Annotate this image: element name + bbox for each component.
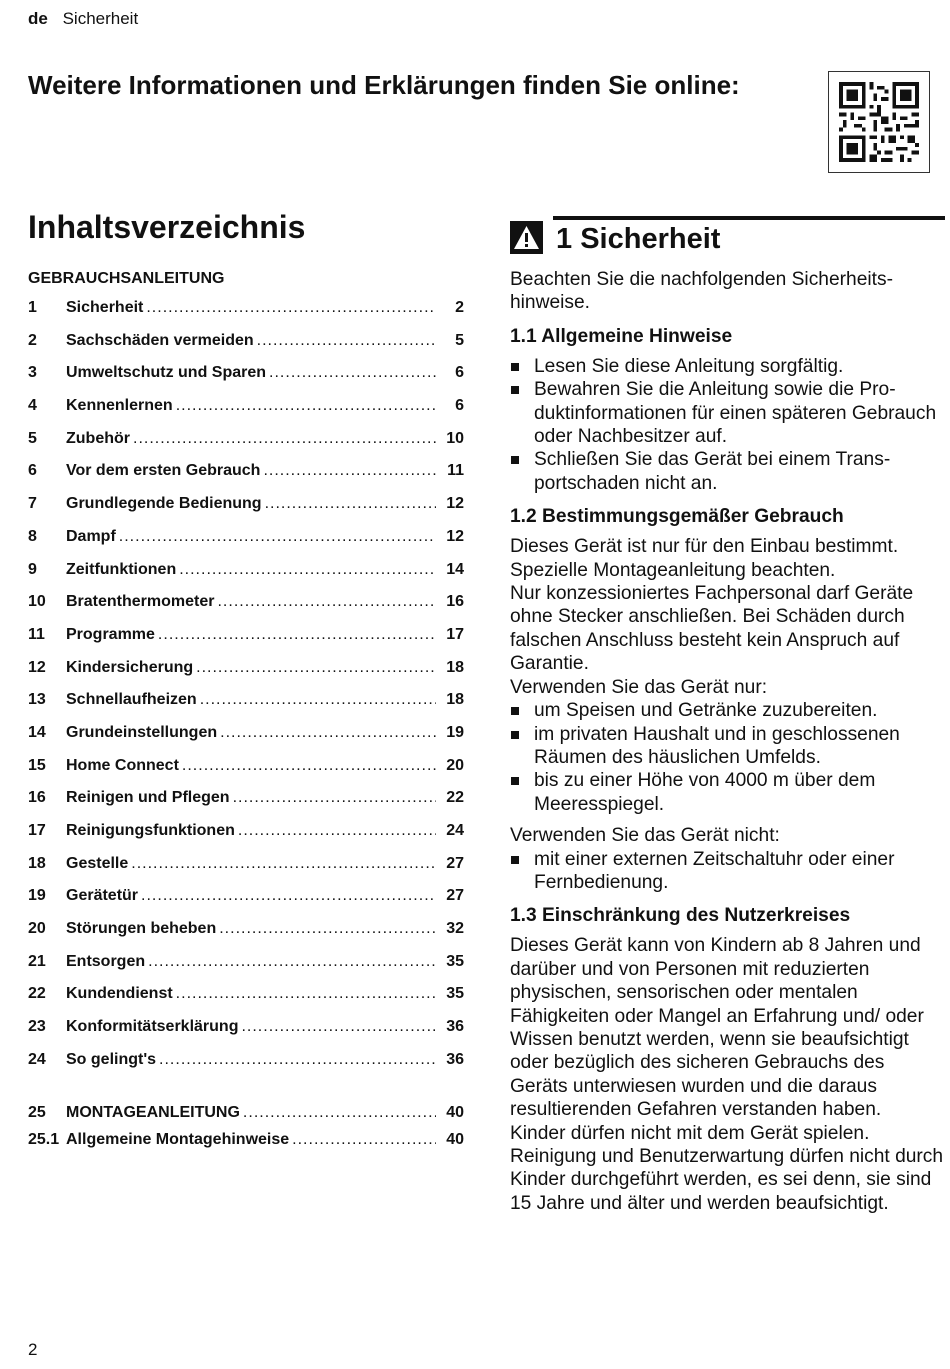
toc-entry[interactable] <box>28 659 464 692</box>
toc-entry[interactable] <box>28 364 464 397</box>
toc-leader-dots <box>243 1104 436 1122</box>
toc-entry-page: 36 <box>446 1018 464 1036</box>
toc-list <box>28 299 464 1084</box>
list-item-text: Bewahren Sie die Anleitung sowie die Produktinformationen für einen späteren Gebrauch oder Nachbesitzer auf. <box>534 379 937 448</box>
list-item-text: im privaten Haushalt und in geschlossenen Räumen des häuslichen Umfelds. <box>534 723 900 768</box>
toc-leader-dots <box>238 822 436 840</box>
toc-entry-label: Home Connect <box>66 756 179 774</box>
language-code: de <box>28 9 48 28</box>
toc-leader-dots <box>141 887 436 905</box>
prohibited-use-list <box>510 848 945 895</box>
toc-entry-page: 12 <box>446 495 464 513</box>
toc-entry-number: 15 <box>28 756 46 774</box>
toc-entry-label: Entsorgen <box>66 952 146 970</box>
toc-entry-label: Kindersicherung <box>66 658 194 676</box>
toc-leader-dots <box>159 1051 436 1069</box>
toc-entry-page: 10 <box>446 429 464 447</box>
toc-entry-label: Umweltschutz und Sparen <box>66 364 267 382</box>
intended-use-p3: Verwenden Sie das Gerät nur: <box>510 676 768 698</box>
toc-entry-label: Sicherheit <box>66 299 144 316</box>
bullet-icon <box>511 456 519 464</box>
section-number: 1 <box>556 223 573 255</box>
toc-entry-page: 6 <box>455 364 464 382</box>
toc-entry-page: 14 <box>446 560 464 578</box>
toc-entry[interactable] <box>28 626 464 659</box>
toc-entry-page: 36 <box>446 1050 464 1068</box>
toc-entry-page: 20 <box>446 756 464 774</box>
toc-entry-label: Kundendienst <box>66 985 173 1003</box>
toc-entry[interactable] <box>28 462 464 495</box>
toc-entry-label: Vor dem ersten Gebrauch <box>66 462 261 480</box>
qr-code-icon[interactable] <box>828 71 930 173</box>
bullet-icon <box>511 777 519 785</box>
toc-entry[interactable] <box>28 1104 464 1131</box>
toc-entry[interactable] <box>28 1051 464 1084</box>
list-item-text: mit einer externen Zeitschaltuhr oder einer Fernbedienung. <box>534 848 895 893</box>
toc-leader-dots <box>176 397 436 415</box>
toc-entry[interactable] <box>28 528 464 561</box>
toc-leader-dots <box>179 561 436 579</box>
toc-entry-number: 24 <box>28 1050 46 1068</box>
toc-entry-number: 8 <box>28 527 37 545</box>
toc-entry-number: 20 <box>28 920 46 938</box>
toc-entry-number: 18 <box>28 854 46 872</box>
toc-entry-number: 21 <box>28 952 46 970</box>
toc-entry[interactable] <box>28 920 464 953</box>
intended-use-p4: Verwenden Sie das Gerät nicht: <box>510 825 780 847</box>
toc-entry-label: MONTAGEANLEITUNG <box>66 1104 240 1121</box>
toc-entry-label: So gelingt's <box>66 1050 157 1068</box>
toc-entry-number: 7 <box>28 495 37 513</box>
toc-entry-number: 12 <box>28 658 46 676</box>
toc-entry-number: 2 <box>28 331 37 349</box>
toc-leader-dots <box>220 724 436 742</box>
list-item <box>510 355 945 378</box>
toc-entry-label: Bratenthermometer <box>66 593 215 611</box>
toc-leader-dots <box>217 593 436 611</box>
toc-entry[interactable] <box>28 430 464 463</box>
toc-entry-page: 40 <box>446 1104 464 1121</box>
toc-entry-number: 25.1 <box>28 1131 60 1148</box>
toc-entry[interactable] <box>28 822 464 855</box>
section-heading <box>556 223 720 256</box>
toc-entry-page: 32 <box>446 920 464 938</box>
toc-entry-label: Schnellaufheizen <box>66 691 197 709</box>
toc-leader-dots <box>196 659 436 677</box>
toc-entry-page: 18 <box>446 658 464 676</box>
toc-entry-page: 2 <box>455 299 464 316</box>
bullet-icon <box>511 363 519 371</box>
toc-entry-label: Programme <box>66 625 155 643</box>
list-item-text: Schließen Sie das Gerät bei einem Transportschaden nicht an. <box>534 449 891 494</box>
toc-entry-number: 10 <box>28 593 46 611</box>
toc-leader-dots <box>158 626 436 644</box>
toc-entry-label: Dampf <box>66 527 116 545</box>
qr-code-graphic <box>839 82 919 162</box>
toc-entry-number: 11 <box>28 625 45 643</box>
toc-entry-page: 27 <box>446 887 464 905</box>
toc-entry-number: 9 <box>28 560 37 578</box>
toc-leader-dots <box>241 1018 436 1036</box>
toc-entry-page: 27 <box>446 854 464 872</box>
toc-entry-number: 5 <box>28 429 37 447</box>
toc-leader-dots <box>269 364 436 382</box>
toc-entry-number: 22 <box>28 985 46 1003</box>
toc-list-assembly <box>28 1104 464 1158</box>
toc-entry-page: 16 <box>446 593 464 611</box>
toc-entry[interactable] <box>28 299 464 332</box>
toc-entry[interactable] <box>28 332 464 365</box>
toc-leader-dots <box>200 691 436 709</box>
subsection-heading-1-1: 1.1 Allgemeine Hinweise <box>510 325 733 347</box>
toc-entry[interactable] <box>28 855 464 888</box>
toc-leader-dots <box>257 332 436 350</box>
toc-leader-dots <box>265 495 436 513</box>
toc-entry-number: 14 <box>28 723 46 741</box>
header-section: Sicherheit <box>62 9 139 28</box>
toc-entry[interactable] <box>28 1018 464 1051</box>
list-item <box>510 723 945 770</box>
toc-entry[interactable] <box>28 1131 464 1158</box>
toc-entry-number: 6 <box>28 462 37 480</box>
toc-entry-page: 5 <box>455 331 464 349</box>
toc-entry-number: 13 <box>28 691 46 709</box>
toc-entry-label: Allgemeine Montagehinweise <box>66 1131 290 1148</box>
running-header <box>28 9 138 29</box>
toc-entry-page: 22 <box>446 789 464 807</box>
toc-entry-label: Störungen beheben <box>66 920 217 938</box>
toc-leader-dots <box>233 789 436 807</box>
list-item-text: Lesen Sie diese Anleitung sorgfältig. <box>534 355 844 377</box>
toc-leader-dots <box>219 920 436 938</box>
intended-use-p2: Nur konzessioniertes Fachpersonal darf Geräte ohne Stecker anschließen. Bei Schäden durch falschen Anschluss besteht kein Anspruch auf Garantie. <box>510 583 914 675</box>
toc-entry-label: Grundeinstellungen <box>66 723 218 741</box>
toc-leader-dots <box>133 430 436 448</box>
list-item <box>510 848 945 895</box>
toc-entry[interactable] <box>28 985 464 1018</box>
toc-entry[interactable] <box>28 561 464 594</box>
list-item-text: bis zu einer Höhe von 4000 m über dem Meeresspiegel. <box>534 770 876 815</box>
toc-leader-dots <box>148 953 436 971</box>
toc-entry-label: Kennenlernen <box>66 397 173 415</box>
toc-leader-dots <box>176 985 436 1003</box>
toc-entry-page: 19 <box>446 723 464 741</box>
toc-entry[interactable] <box>28 397 464 430</box>
general-notes-list <box>510 355 945 495</box>
bullet-icon <box>511 731 519 739</box>
toc-entry-page: 24 <box>446 822 464 839</box>
toc-entry-label: Reinigen und Pflegen <box>66 789 230 807</box>
bullet-icon <box>511 386 519 394</box>
list-item <box>510 448 945 495</box>
toc-leader-dots <box>182 757 436 775</box>
toc-entry-number: 19 <box>28 887 46 905</box>
toc-entry-number: 3 <box>28 364 37 382</box>
list-item <box>510 769 945 816</box>
toc-entry-page: 35 <box>446 985 464 1003</box>
toc-leader-dots <box>119 528 436 546</box>
toc-entry-label: Reinigungsfunktionen <box>66 822 235 839</box>
toc-entry[interactable] <box>28 789 464 822</box>
toc-entry-number: 25 <box>28 1104 46 1121</box>
intended-use-p1: Dieses Gerät ist nur für den Einbau bestimmt. Spezielle Montageanleitung beachten. <box>510 536 899 581</box>
toc-title: Inhaltsverzeichnis <box>28 209 306 245</box>
user-restriction-p2: Kinder dürfen nicht mit dem Gerät spielen. <box>510 1122 870 1144</box>
toc-entry-number: 1 <box>28 299 37 316</box>
warning-triangle-icon <box>510 221 543 254</box>
toc-entry-page: 17 <box>446 625 464 643</box>
intended-use-list <box>510 699 945 816</box>
toc-entry-page: 11 <box>447 462 464 480</box>
toc-entry-label: Zubehör <box>66 429 130 447</box>
user-restriction-p3: Reinigung und Benutzerwartung dürfen nicht durch Kinder durchgeführt werden, es sei denn, sie sind 15 Jahre und älter und werden beaufsichtigt. <box>510 1146 944 1214</box>
toc-entry[interactable] <box>28 953 464 986</box>
subsection-heading-1-2: 1.2 Bestimmungsgemäßer Gebrauch <box>510 506 844 528</box>
list-item <box>510 378 945 448</box>
safety-intro: Beachten Sie die nachfolgenden Sicherheitshinweise. <box>510 269 893 314</box>
online-info-heading: Weitere Informationen und Erklärungen finden Sie online: <box>28 70 740 100</box>
toc-entry[interactable] <box>28 593 464 626</box>
subsection-heading-1-3: 1.3 Einschränkung des Nutzerkreises <box>510 905 851 927</box>
bullet-icon <box>511 856 519 864</box>
toc-entry[interactable] <box>28 495 464 528</box>
toc-entry-label: Konformitätserklärung <box>66 1018 239 1036</box>
toc-entry-number: 16 <box>28 789 46 807</box>
toc-entry-number: 23 <box>28 1018 46 1036</box>
toc-entry-label: Gerätetür <box>66 887 139 905</box>
toc-leader-dots <box>263 462 436 480</box>
toc-entry[interactable] <box>28 757 464 790</box>
toc-entry-label: Zeitfunktionen <box>66 560 177 578</box>
toc-entry-page: 35 <box>446 952 464 970</box>
toc-subtitle: GEBRAUCHSANLEITUNG <box>28 270 225 287</box>
toc-entry-page: 6 <box>455 397 464 415</box>
toc-entry[interactable] <box>28 691 464 724</box>
toc-entry[interactable] <box>28 724 464 757</box>
toc-leader-dots <box>292 1131 436 1149</box>
page-number: 2 <box>28 1340 38 1359</box>
toc-leader-dots <box>131 855 436 873</box>
section-rule <box>553 216 945 220</box>
bullet-icon <box>511 707 519 715</box>
toc-leader-dots <box>146 299 436 317</box>
toc-entry[interactable] <box>28 887 464 920</box>
list-item <box>510 699 945 722</box>
list-item-text: um Speisen und Getränke zuzubereiten. <box>534 700 878 722</box>
toc-entry-number: 17 <box>28 822 46 839</box>
toc-entry-page: 40 <box>446 1131 464 1148</box>
section-title: Sicherheit <box>580 223 721 255</box>
toc-entry-label: Sachschäden vermeiden <box>66 331 254 349</box>
safety-body <box>510 268 945 1215</box>
toc-entry-label: Gestelle <box>66 854 129 872</box>
toc-entry-page: 12 <box>446 527 464 545</box>
toc-entry-page: 18 <box>446 691 464 709</box>
toc-entry-number: 4 <box>28 397 37 415</box>
toc-entry-label: Grundlegende Bedienung <box>66 495 262 513</box>
user-restriction-p1: Dieses Gerät kann von Kindern ab 8 Jahren und darüber und von Personen mit reduzierten physischen, sensorischen oder mentalen Fähigkeiten oder Mangel an Erfahrung und/ oder Wissen benutzt werden, wenn sie beaufsichtigt oder bezüglich des sicheren Gebrauchs des Geräts unterwiesen wurden und die daraus resultierenden Gefahren verstanden haben. <box>510 935 924 1121</box>
